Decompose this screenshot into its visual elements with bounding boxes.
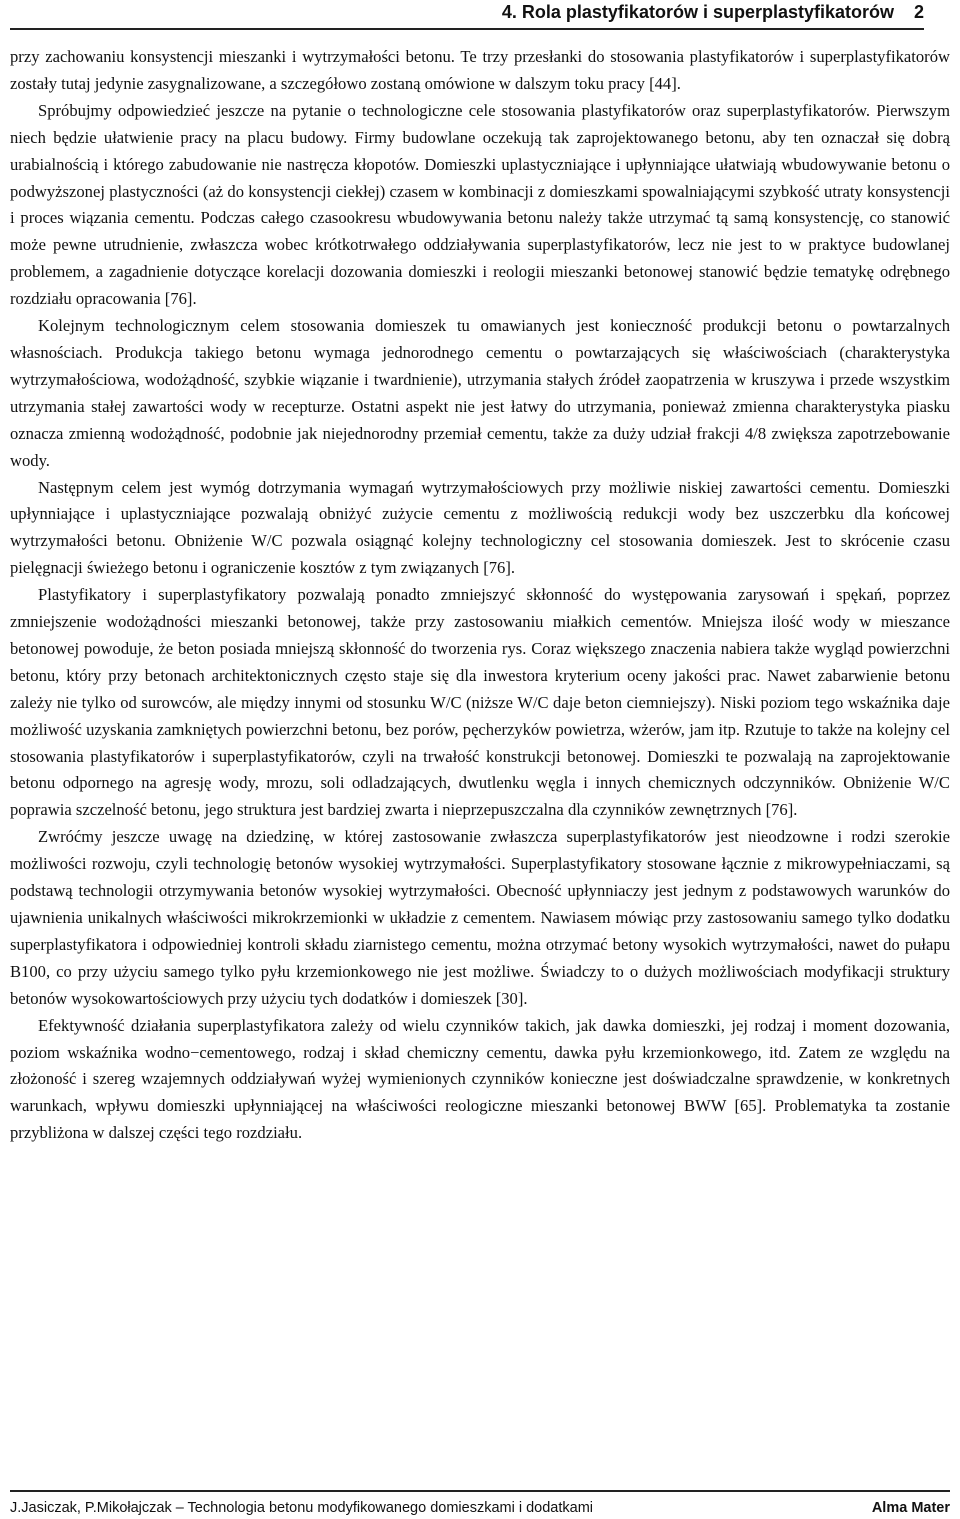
chapter-title: 4. Rola plastyfikatorów i superplastyfikatorów (501, 2, 894, 22)
footer-authors-title: J.Jasiczak, P.Mikołajczak – Technologia betonu modyfikowanego domieszkami i dodatkami (10, 1500, 593, 1516)
paragraph: Plastyfikatory i superplastyfikatory pozwalają ponadto zmniejszyć skłonność do występowania zarysowań i spękań, poprzez zmniejszenie wodożądności mieszanki betonowej, także przy zastosowaniu miałkich cementów. Mniejsza ilość wody w mieszance betonowej powoduje, że beton posiada mniejszą skłonność do tworzenia rys. Coraz większego znaczenia nabiera także wygląd powierzchni betonu, który przy betonach architektonicznych często staje się dla inwestora kryterium oceny jakości prac. Nawet zabarwienie betonu zależy nie tylko od surowców, ale między innymi od stosunku W/C (niższe W/C daje beton ciemniejszy). Niski poziom tego wskaźnika daje możliwość uzyskania zamkniętych powierzchni betonu, bez porów, pęcherzyków powietrza, wżerów, jam itp. Rzutuje to także na kolejny cel stosowania plastyfikatorów i superplastyfikatorów, czyli na trwałość konstrukcji betonowej. Domieszki te pozwalają na zaprojektowanie betonu odpornego na agresję wody, mrozu, soli odladzających, dwutlenku węgla i innych chemicznych odczynników. Obniżenie W/C poprawia szczelność betonu, jego struktura jest bardziej zwarta i nieprzepuszczalna dla czynników zewnętrznych [76]. (10, 585, 950, 820)
paragraph: Efektywność działania superplastyfikatora zależy od wielu czynników takich, jak dawka domieszki, jej rodzaj i moment dozowania, poziom wskaźnika wodno−cementowego, rodzaj i skład chemiczny cementu, dawka pyłu krzemionkowego, itd. Zatem ze względu na złożoność i szereg wzajemnych oddziaływań wyżej wymienionych czynników konieczne jest doświadczalne sprawdzenie, w konkretnych warunkach, wpływu domieszki upłynniającej na właściwości reologiczne mieszanki betonowej BWW [65]. Problematyka ta zostanie przybliżona w dalszej części tego rozdziału. (10, 1015, 950, 1143)
body-text (10, 44, 950, 1147)
page-number: 2 (913, 2, 924, 22)
paragraph: Spróbujmy odpowiedzieć jeszcze na pytanie o technologiczne cele stosowania plastyfikatorów oraz superplastyfikatorów. Pierwszym niech będzie ułatwienie pracy na placu budowy. Firmy budowlane oczekują tak zaprojektowanego betonu, aby ten oznaczał się dobrą urabialnością i którego zabudowanie nie nastręcza kłopotów. Domieszki uplastyczniające i upłynniające ułatwiają wbudowywanie betonu o podwyższonej plastyczności (aż do konsystencji ciekłej) czasem w kombinacji z domieszkami spowalniającymi szybkość utraty konsystencji i proces wiązania cementu. Podczas całego czasookresu wbudowywania betonu należy także utrzymać tą samą konsystencję, co stanowić może pewne utrudnienie, zwłaszcza wobec krótkotrwałego oddziaływania superplastyfikatorów, lecz nie jest to w praktyce budowlanej problemem, a zagadnienie dotyczące korelacji dozowania domieszki i reologii mieszanki betonowej stanowić będzie tematykę odrębnego rozdziału opracowania [76]. (10, 100, 950, 309)
paragraph: przy zachowaniu konsystencji mieszanki i wytrzymałości betonu. Te trzy przesłanki do stosowania plastyfikatorów i superplastyfikatorów zostały tutaj jedynie zasygnalizowane, a szczegółowo zostaną omówione w dalszym toku pracy [44]. (10, 47, 950, 93)
running-header (10, 2, 924, 30)
footer-publisher: Alma Mater (871, 1500, 950, 1516)
paragraph: Zwróćmy jeszcze uwagę na dziedzinę, w której zastosowanie zwłaszcza superplastyfikatorów jest nieodzowne i rodzi szerokie możliwości rozwoju, czyli technologię betonów wysokiej wytrzymałości. Superplastyfikatory stosowane łącznie z mikrowypełniaczami, są podstawą technologii otrzymywania betonów wysokiej wytrzymałości. Obecność upłynniaczy jest jednym z podstawowych warunków do ujawnienia unikalnych właściwości mikrokrzemionki w układzie z cementem. Nawiasem mówiąc przy zastosowaniu samego tylko dodatku superplastyfikatora i odpowiedniej kontroli składu ziarnistego cementu, można otrzymać betony wysokich wytrzymałości, nawet do pułapu B100, co przy użyciu samego tylko pyłu krzemionkowego nie jest możliwe. Świadczy to o dużych możliwościach modyfikacji struktury betonów wysokowartościowych przy użyciu tych dodatków i domieszek [30]. (10, 827, 950, 1008)
paragraph: Następnym celem jest wymóg dotrzymania wymagań wytrzymałościowych przy możliwie niskiej zawartości cementu. Domieszki upłynniające i uplastyczniające pozwalają obniżyć zużycie cementu z możliwością redukcji wody bez uszczerbku dla końcowej wytrzymałości betonu. Obniżenie W/C pozwala osiągnąć kolejny technologiczny cel stosowania domieszek. Jest to skrócenie czasu pielęgnacji świeżego betonu i ograniczenie kosztów z tym związanych [76]. (10, 477, 950, 578)
running-footer (10, 1490, 950, 1516)
paragraph: Kolejnym technologicznym celem stosowania domieszek tu omawianych jest konieczność produkcji betonu o powtarzalnych własnościach. Produkcja takiego betonu wymaga jednorodnego cementu o powtarzających się właściwościach (charakterystyka wytrzymałościowa, wodożądność, szybkie wiązanie i twardnienie), utrzymania stałych źródeł zaopatrzenia w kruszywa i przede wszystkim utrzymania stałej zawartości wody w recepturze. Ostatni aspekt nie jest łatwy do utrzymania, ponieważ zmienna charakterystyka piasku oznacza zmienną wodożądność, podobnie jak niejednorodny przemiał cementu, także za duży udział frakcji 4/8 zwiększa zapotrzebowanie wody. (10, 316, 950, 470)
